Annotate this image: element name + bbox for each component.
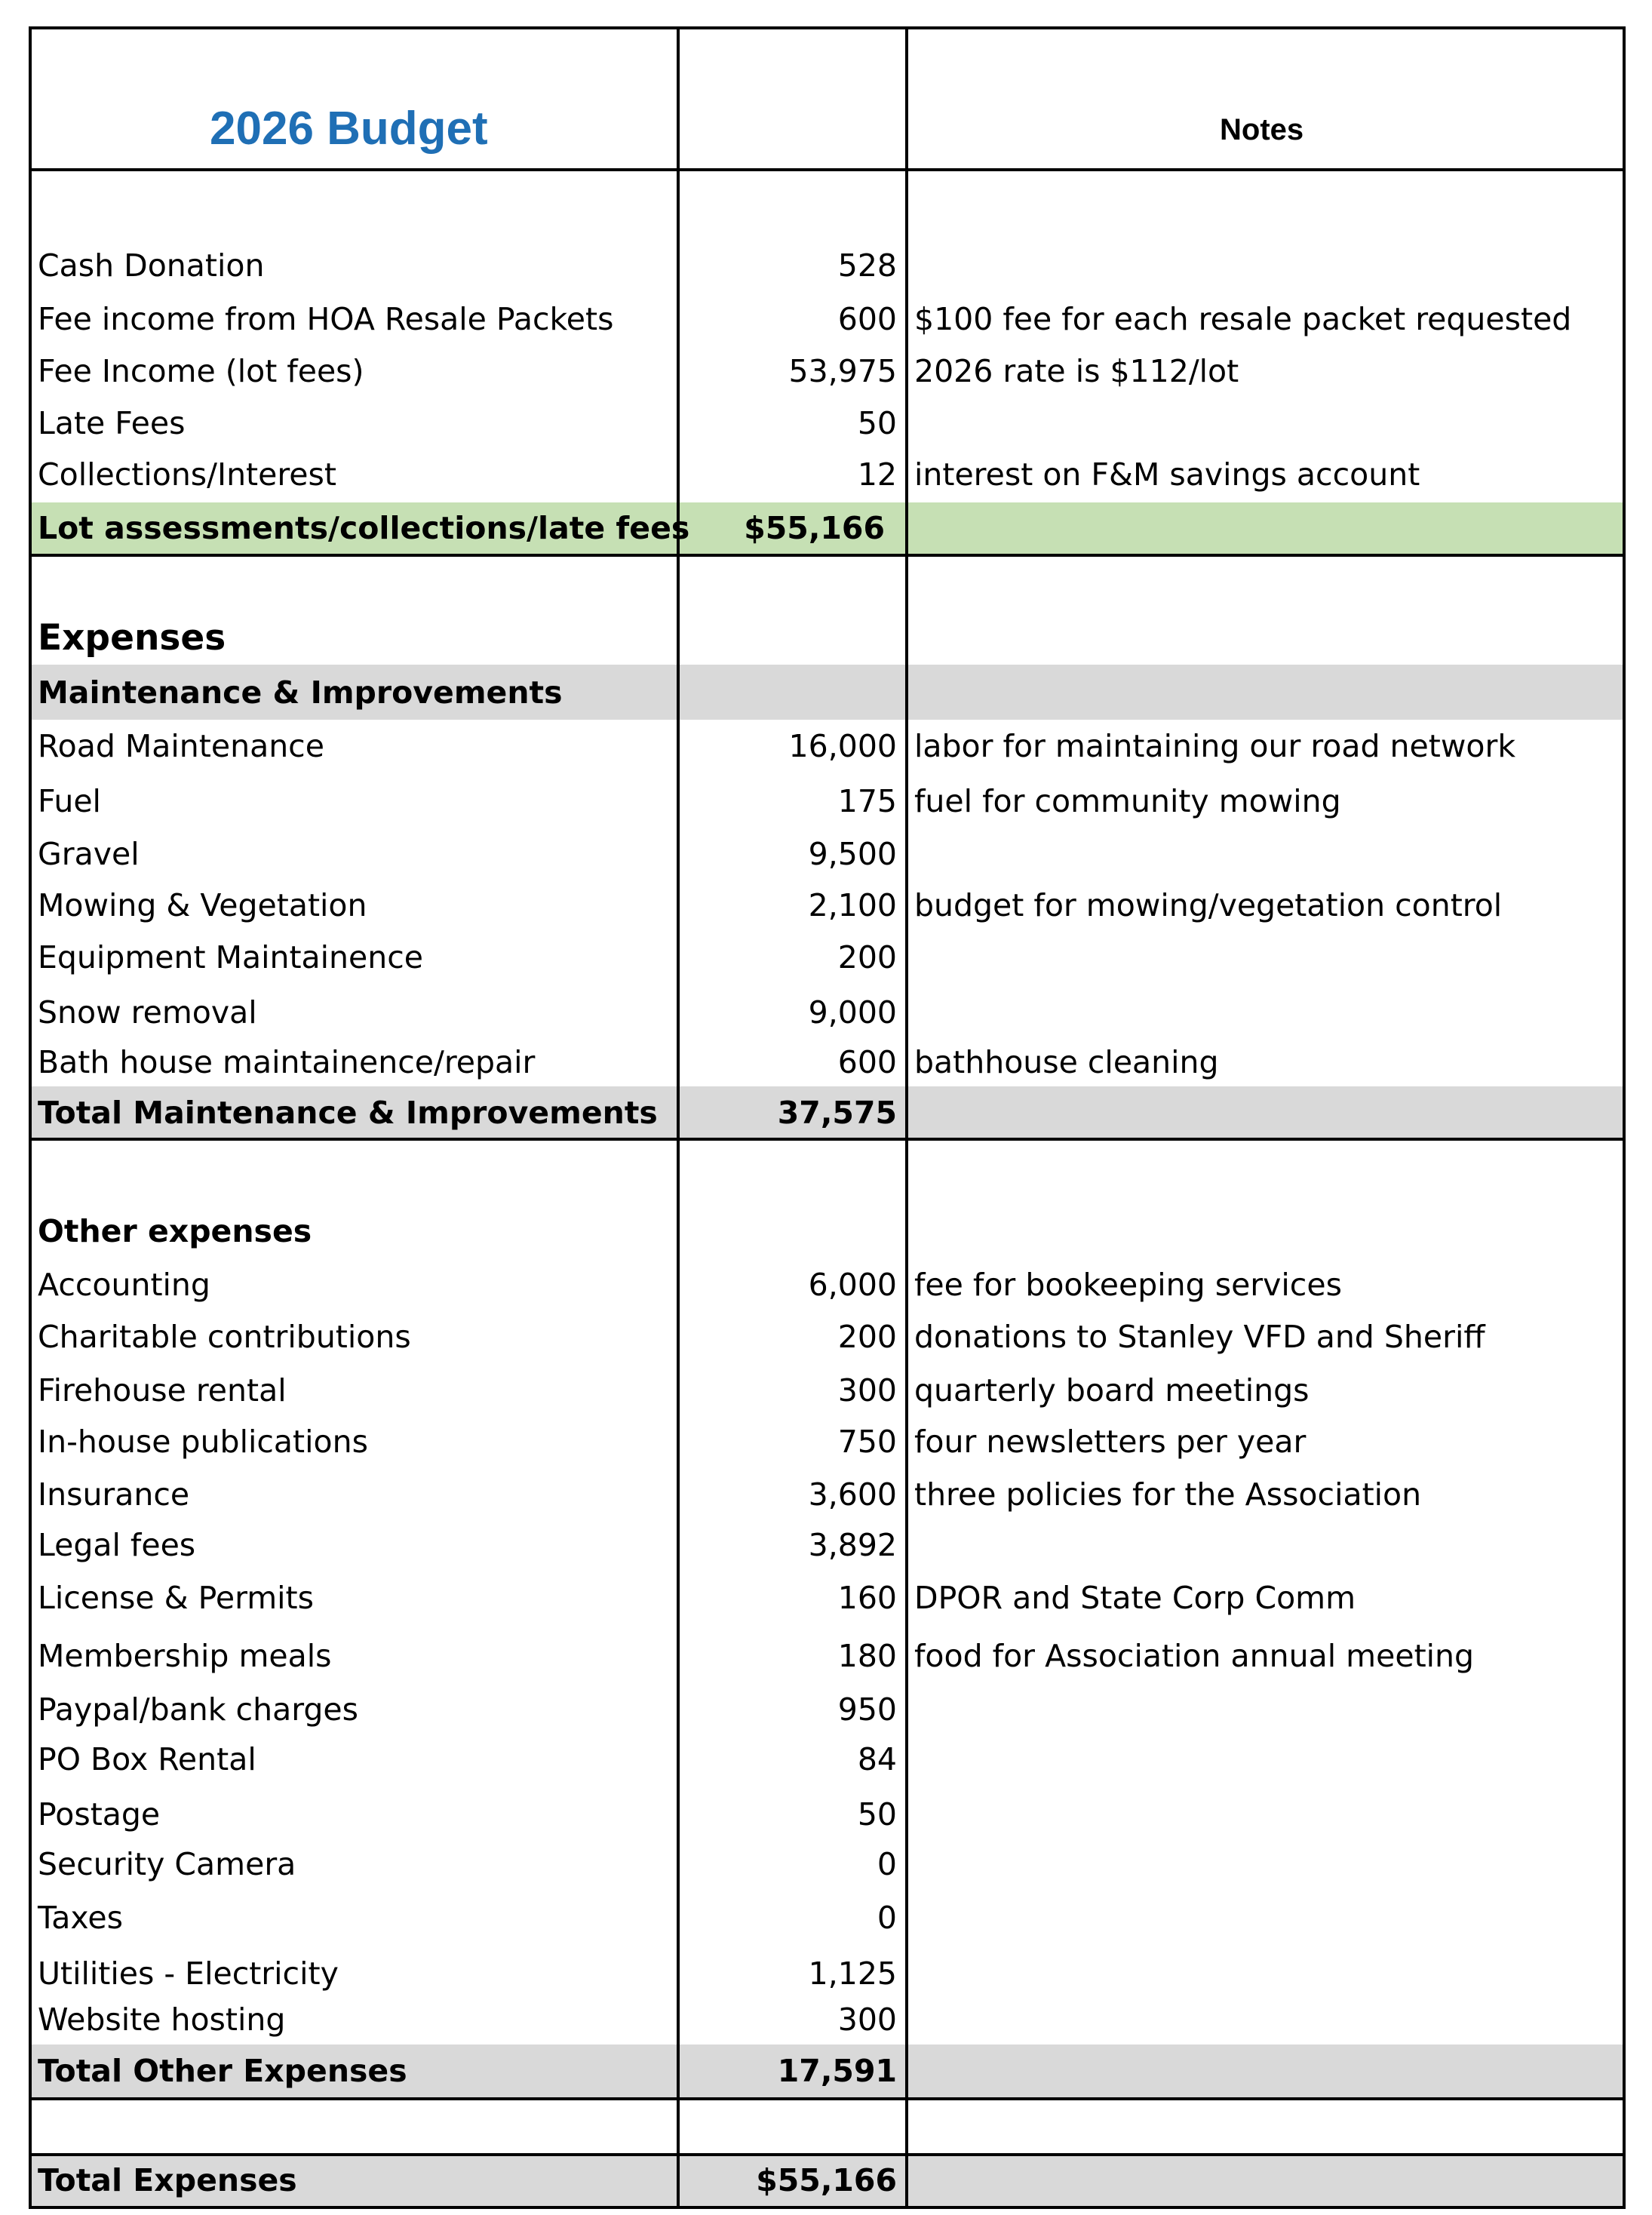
- other-row-label: Membership meals: [38, 1638, 332, 1674]
- maintenance-row-amount: 200: [837, 939, 897, 975]
- income-row-label: Cash Donation: [38, 247, 265, 284]
- other-row-label: PO Box Rental: [38, 1741, 256, 1777]
- income-row-amount: 528: [837, 247, 897, 284]
- rule-income-bottom: [29, 554, 1623, 557]
- other-row-note: four newsletters per year: [914, 1424, 1307, 1460]
- other-row-note: donations to Stanley VFD and Sheriff: [914, 1319, 1485, 1355]
- income-row-note: interest on F&M savings account: [914, 456, 1420, 493]
- rule-left: [29, 26, 32, 2209]
- maintenance-row-amount: 9,000: [808, 994, 897, 1031]
- maintenance-total-label: Total Maintenance & Improvements: [38, 1095, 658, 1131]
- maintenance-row-note: budget for mowing/vegetation control: [914, 887, 1503, 923]
- other-row-amount: 50: [857, 1796, 897, 1833]
- maintenance-row-label: Snow removal: [38, 994, 257, 1031]
- other-row-label: Website hosting: [38, 2001, 286, 2038]
- maintenance-row-amount: 16,000: [788, 728, 897, 764]
- maintenance-row-label: Road Maintenance: [38, 728, 324, 764]
- maintenance-row-amount: 2,100: [808, 887, 897, 923]
- income-row-label: Fee Income (lot fees): [38, 353, 364, 389]
- income-row-amount: 53,975: [788, 353, 897, 389]
- other-row-label: Utilities - Electricity: [38, 1955, 339, 1992]
- other-row-note: fee for bookeeping services: [914, 1267, 1342, 1303]
- grand-total-label: Total Expenses: [38, 2162, 297, 2198]
- other-row-note: three policies for the Association: [914, 1476, 1422, 1513]
- other-row-amount: 300: [837, 1372, 897, 1409]
- other-row-amount: 200: [837, 1319, 897, 1355]
- other-row-amount: 0: [877, 1846, 897, 1882]
- expenses-heading: Expenses: [38, 617, 226, 659]
- maintenance-row-label: Mowing & Vegetation: [38, 887, 367, 923]
- income-row-label: Late Fees: [38, 405, 186, 441]
- other-row-amount: 300: [837, 2001, 897, 2038]
- page-title: 2026 Budget: [210, 103, 488, 155]
- other-total-label: Total Other Expenses: [38, 2053, 407, 2089]
- rule-right: [1623, 26, 1626, 2209]
- maintenance-total-amount: 37,575: [777, 1095, 897, 1131]
- income-row-amount: 600: [837, 301, 897, 337]
- maintenance-row-label: Equipment Maintainence: [38, 939, 424, 975]
- other-row-label: Legal fees: [38, 1527, 196, 1563]
- grand-total-amount: $55,166: [756, 2162, 897, 2198]
- other-row-amount: 160: [837, 1580, 897, 1616]
- maintenance-row-note: bathhouse cleaning: [914, 1044, 1219, 1080]
- maintenance-row-note: fuel for community mowing: [914, 783, 1341, 819]
- rule-other-bottom: [29, 2097, 1623, 2100]
- maintenance-row-label: Gravel: [38, 836, 140, 872]
- income-row-amount: 50: [857, 405, 897, 441]
- rule-maintenance-bottom: [29, 1138, 1623, 1141]
- rule-bottom: [29, 2206, 1623, 2209]
- rule-header-bottom: [29, 168, 1623, 171]
- other-expenses-heading: Other expenses: [38, 1213, 312, 1249]
- maintenance-row-amount: 175: [837, 783, 897, 819]
- maintenance-row-label: Fuel: [38, 783, 101, 819]
- maintenance-row-amount: 9,500: [808, 836, 897, 872]
- other-row-label: Accounting: [38, 1267, 210, 1303]
- other-row-note: DPOR and State Corp Comm: [914, 1580, 1356, 1616]
- maintenance-row-note: labor for maintaining our road network: [914, 728, 1516, 764]
- other-row-label: Paypal/bank charges: [38, 1691, 358, 1728]
- other-row-label: Taxes: [38, 1900, 123, 1936]
- income-row-label: Fee income from HOA Resale Packets: [38, 301, 614, 337]
- income-row-amount: 12: [857, 456, 897, 493]
- maintenance-row-amount: 600: [837, 1044, 897, 1080]
- other-row-note: quarterly board meetings: [914, 1372, 1310, 1409]
- other-row-label: Firehouse rental: [38, 1372, 287, 1409]
- rule-col1: [677, 26, 680, 2209]
- other-row-amount: 1,125: [808, 1955, 897, 1992]
- other-row-label: License & Permits: [38, 1580, 314, 1616]
- maintenance-row-label: Bath house maintainence/repair: [38, 1044, 536, 1080]
- other-row-label: Security Camera: [38, 1846, 296, 1882]
- income-row-note: 2026 rate is $112/lot: [914, 353, 1239, 389]
- other-row-amount: 3,892: [808, 1527, 897, 1563]
- income-total-label: Lot assessments/collections/late fees: [38, 510, 690, 546]
- other-row-amount: 750: [837, 1424, 897, 1460]
- rule-top: [29, 26, 1623, 29]
- other-total-amount: 17,591: [777, 2053, 897, 2089]
- rule-spacer-bottom: [29, 2153, 1623, 2156]
- other-row-amount: 84: [857, 1741, 897, 1777]
- other-row-label: Insurance: [38, 1476, 190, 1513]
- other-row-label: Charitable contributions: [38, 1319, 411, 1355]
- other-row-note: food for Association annual meeting: [914, 1638, 1475, 1674]
- other-row-amount: 950: [837, 1691, 897, 1728]
- income-total-amount: $55,166: [744, 510, 885, 546]
- income-row-label: Collections/Interest: [38, 456, 336, 493]
- other-row-label: In-house publications: [38, 1424, 368, 1460]
- other-row-label: Postage: [38, 1796, 161, 1833]
- other-row-amount: 6,000: [808, 1267, 897, 1303]
- notes-column-header: Notes: [1220, 113, 1304, 146]
- maintenance-heading: Maintenance & Improvements: [38, 674, 563, 711]
- other-row-amount: 180: [837, 1638, 897, 1674]
- other-row-amount: 3,600: [808, 1476, 897, 1513]
- other-row-amount: 0: [877, 1900, 897, 1936]
- rule-col2: [905, 26, 908, 2209]
- income-row-note: $100 fee for each resale packet requested: [914, 301, 1572, 337]
